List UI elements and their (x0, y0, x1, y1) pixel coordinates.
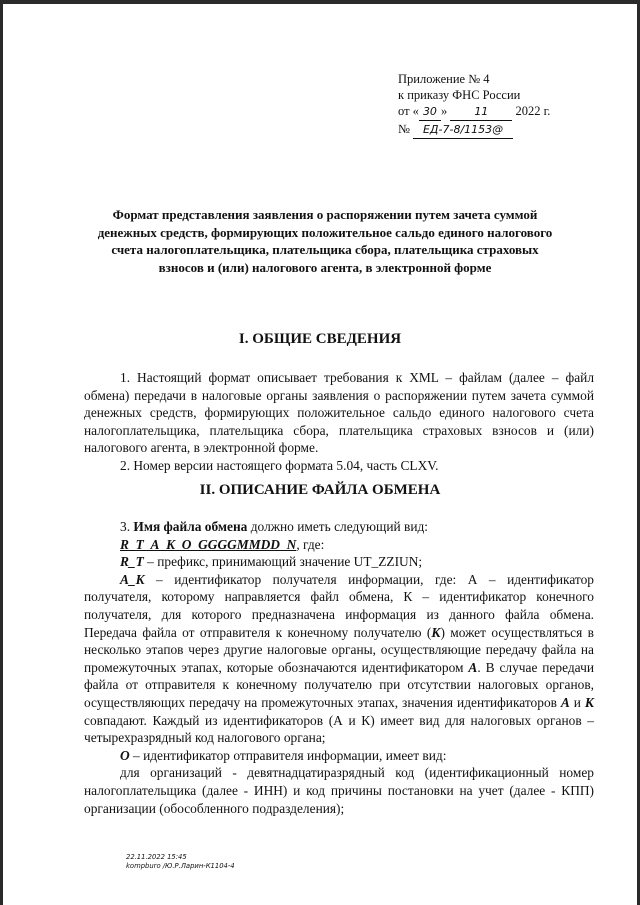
rt-definition (84, 553, 594, 571)
section-2-body (84, 518, 594, 817)
approval-block (398, 71, 598, 139)
file-name-pattern: R_T_A_K_O_GGGGMMDD_N (120, 536, 297, 552)
paragraph-2: 2. Номер версии настоящего формата 5.04, часть CLXV. (120, 457, 439, 473)
footer-timestamp: 22.11.2022 15:45 (126, 853, 187, 861)
approval-date-line (398, 103, 598, 121)
approval-number-line (398, 121, 598, 139)
ak-text-4: совпадают. Каждый из идентификаторов (А и К) имеет вид для налоговых органов – четырехразрядный код налогового органа; (84, 712, 594, 746)
date-year: 2022 г. (515, 104, 551, 118)
paragraph-3 (84, 518, 594, 536)
o-text: – идентификатор отправителя информации, имеет вид: (129, 747, 447, 763)
o-code: О (120, 747, 130, 763)
approval-line-appendix: Приложение № 4 (398, 72, 490, 86)
handwritten-day: 30 (419, 104, 441, 121)
section-1-body (84, 369, 594, 475)
ak-definition (84, 571, 594, 747)
approval-line-order: к приказу ФНС России (398, 88, 521, 102)
ak-k-2: К (584, 694, 594, 710)
p3-text: должно иметь следующий вид: (250, 519, 429, 534)
rt-code: R_T (120, 554, 144, 570)
date-prefix: от « (398, 104, 419, 118)
document-title: Формат представления заявления о распоряжении путем зачета суммой денежных средств, формирующих положительное сальдо единого налогового счета налогоплательщика, плательщика сбора, плательщика страховых взносов и (или) налогового агента, в электронной форме (97, 207, 553, 275)
rt-text: – префикс, принимающий значение UT_ZZIUN; (143, 554, 423, 570)
pattern-tail: , где: (296, 536, 325, 552)
paragraph-1: 1. Настоящий формат описывает требования к XML – файлам (далее – файл обмена) передачи в налоговые органы заявления о распоряжении путем зачета суммой денежных средств, формирующих положительное сальдо единого налогового счета налогоплательщика, плательщика сбора, плательщика страховых взносов и (или) налогового агента, в электронной форме. (84, 370, 594, 456)
section-2-heading: II. ОПИСАНИЕ ФАЙЛА ОБМЕНА (199, 482, 441, 498)
scan-edge-top (0, 0, 640, 4)
section-1-heading: I. ОБЩИЕ СВЕДЕНИЯ (238, 331, 402, 347)
ak-a-1: А (468, 659, 478, 675)
scan-edge-left (0, 0, 3, 905)
ak-text-2: ) может осуществляться в несколько этапов через другие налоговые органы, осуществляющие передачу файла на промежуточных этапах, которые обозначаются идентификатором (84, 624, 594, 675)
ak-text-1: – идентификатор получателя информации, где: А – идентификатор получателя, которому направляется файл обмена, К – идентификатор конечного получателя, для которого предназначена информация из данного файла обмена. Передача файла от отправителя к конечному получателю ( (84, 571, 594, 640)
ak-k-1: К (431, 624, 441, 640)
p3-number: 3. (120, 519, 131, 534)
ak-code: A_K (120, 571, 145, 587)
number-prefix: № (398, 122, 410, 136)
ak-and: и (569, 694, 585, 710)
o-definition (84, 747, 594, 765)
ak-text-3: . В случае передачи файла от отправителя к конечному получателю при отсутствии налоговых органов, осуществляющих передачу на промежуточных этапах, значения идентификаторов (84, 659, 594, 710)
footer-path: kompburo /Ю.Р.Ларин-К1104-4 (126, 862, 235, 870)
p3-bold-term: Имя файла обмена (133, 519, 248, 534)
date-mid: » (440, 104, 448, 118)
handwritten-number: ЕД-7-8/1153@ (413, 122, 513, 139)
org-definition: для организаций - девятнадцатиразрядный код (идентификационный номер налогоплательщика (далее - ИНН) и код причины постановки на учет (далее - КПП) организации (обособленного подразделения); (84, 765, 594, 816)
file-name-pattern-line (84, 536, 594, 554)
ak-a-2: А (560, 694, 570, 710)
handwritten-month: 11 (450, 104, 512, 121)
print-footer (126, 853, 235, 871)
